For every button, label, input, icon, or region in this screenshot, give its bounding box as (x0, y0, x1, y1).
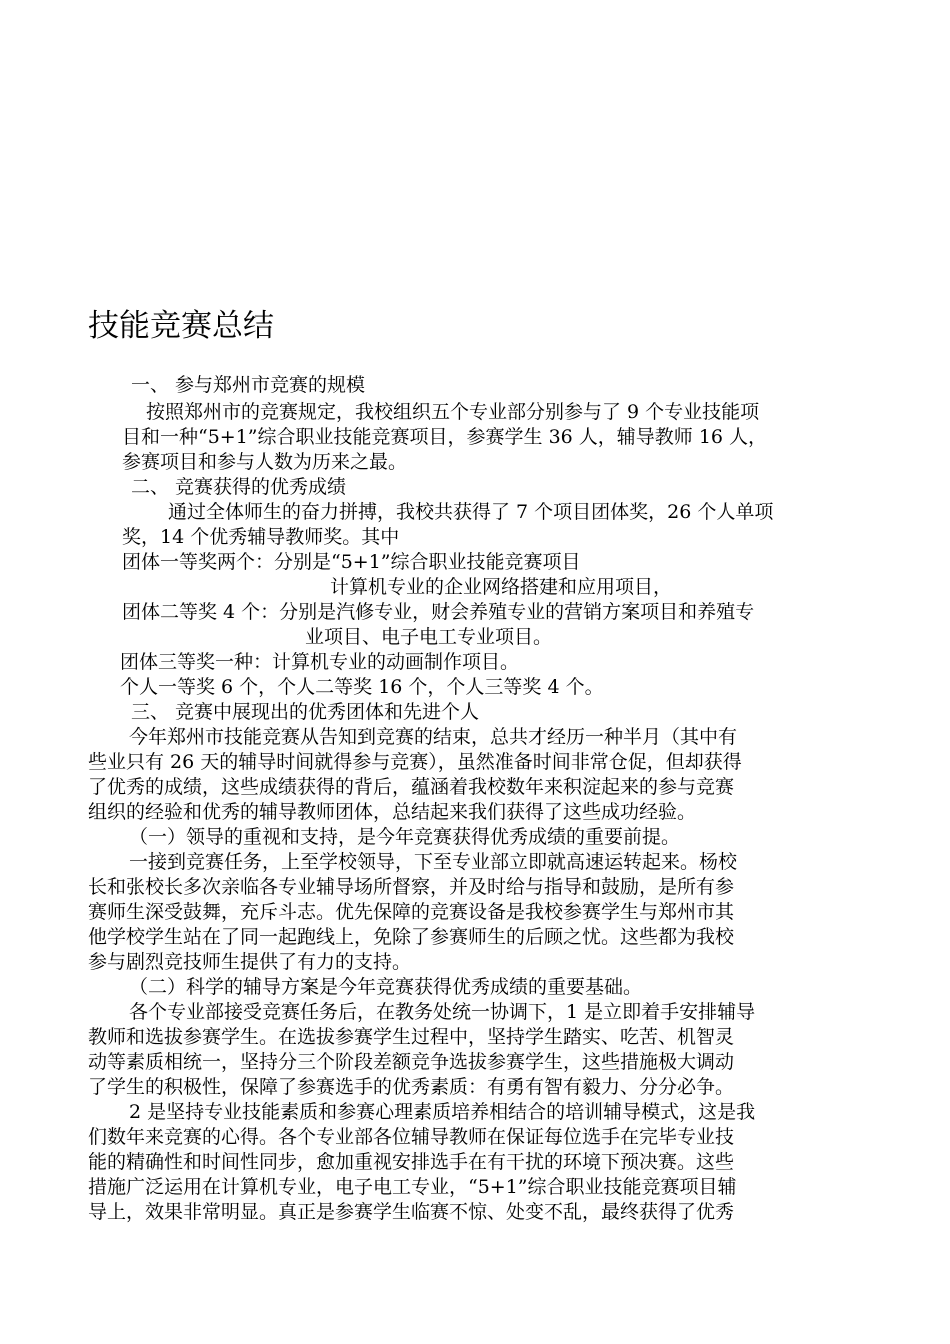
paragraph-line: 们数年来竞赛的心得。各个专业部各位辅导教师在保证每位选手在完毕专业技 (88, 1126, 735, 1148)
paragraph-line: 导上，效果非常明显。真正是参赛学生临赛不惊、处变不乱，最终获得了优秀 (88, 1201, 735, 1223)
paragraph-line: 目和一种“5+1”综合职业技能竞赛项目，参赛学生 36 人，辅导教师 16 人， (122, 426, 768, 448)
paragraph-line: 赛师生深受鼓舞，充斥斗志。优先保障的竞赛设备是我校参赛学生与郑州市其 (88, 901, 735, 923)
paragraph-line: 了优秀的成绩，这些成绩获得的背后，蕴涵着我校数年来积淀起来的参与竞赛 (88, 776, 735, 798)
subsection-heading: （二）科学的辅导方案是今年竞赛获得优秀成绩的重要基础。 (129, 976, 643, 998)
paragraph-line: 些业只有 26 天的辅导时间就得参与竞赛），虽然准备时间非常仓促，但却获得 (88, 751, 742, 773)
award-line: 团体一等奖两个：分别是“5+1”综合职业技能竞赛项目 (122, 551, 581, 573)
award-line: 计算机专业的企业网络搭建和应用项目， (330, 576, 673, 598)
paragraph-line: 2 是坚持专业技能素质和参赛心理素质培养相结合的培训辅导模式，这是我 (129, 1101, 756, 1123)
paragraph-line: 能的精确性和时间性同步，愈加重视安排选手在有干扰的环境下预决赛。这些 (88, 1151, 735, 1173)
paragraph-line: 了学生的积极性，保障了参赛选手的优秀素质：有勇有智有毅力、分分必争。 (88, 1076, 735, 1098)
paragraph-line: 措施广泛运用在计算机专业，电子电工专业，“5+1”综合职业技能竞赛项目辅 (88, 1176, 737, 1198)
award-line: 团体三等奖一种：计算机专业的动画制作项目。 (120, 651, 520, 673)
paragraph-line: 他学校学生站在了同一起跑线上，免除了参赛师生的后顾之忧。这些都为我校 (88, 926, 735, 948)
paragraph-line: 组织的经验和优秀的辅导教师团体，总结起来我们获得了这些成功经验。 (88, 801, 697, 823)
paragraph-line: 各个专业部接受竞赛任务后，在教务处统一协调下，1 是立即着手安排辅导 (129, 1001, 756, 1023)
paragraph-line: 参赛项目和参与人数为历来之最。 (122, 451, 408, 473)
paragraph-line: 参与剧烈竞技师生提供了有力的支持。 (88, 951, 412, 973)
subsection-heading: （一）领导的重视和支持，是今年竞赛获得优秀成绩的重要前提。 (129, 826, 681, 848)
paragraph-line: 长和张校长多次亲临各专业辅导场所督察，并及时给与指导和鼓励，是所有参 (88, 876, 735, 898)
award-line: 个人一等奖 6 个，个人二等奖 16 个，个人三等奖 4 个。 (120, 676, 604, 698)
paragraph-line: 今年郑州市技能竞赛从告知到竞赛的结束，总共才经历一种半月（其中有 (129, 726, 738, 748)
paragraph-line: 一接到竞赛任务，上至学校领导，下至专业部立即就高速运转起来。杨校 (129, 851, 738, 873)
paragraph-line: 按照郑州市的竞赛规定，我校组织五个专业部分别参与了 9 个专业技能项 (146, 401, 760, 423)
award-line: 业项目、电子电工专业项目。 (305, 626, 553, 648)
paragraph-line: 奖，14 个优秀辅导教师奖。其中 (122, 526, 400, 548)
paragraph-line: 通过全体师生的奋力拼搏，我校共获得了 7 个项目团体奖，26 个人单项 (168, 501, 774, 523)
award-line: 团体二等奖 4 个：分别是汽修专业，财会养殖专业的营销方案项目和养殖专 (122, 601, 755, 623)
section-heading: 一、 参与郑州市竞赛的规模 (131, 374, 366, 396)
page-title: 技能竞赛总结 (88, 308, 274, 344)
paragraph-line: 教师和选拔参赛学生。在选拔参赛学生过程中，坚持学生踏实、吃苦、机智灵 (88, 1026, 735, 1048)
section-heading: 二、 竞赛获得的优秀成绩 (131, 476, 347, 498)
paragraph-line: 动等素质相统一，坚持分三个阶段差额竞争选拔参赛学生，这些措施极大调动 (88, 1051, 735, 1073)
section-heading: 三、 竞赛中展现出的优秀团体和先进个人 (131, 701, 480, 723)
